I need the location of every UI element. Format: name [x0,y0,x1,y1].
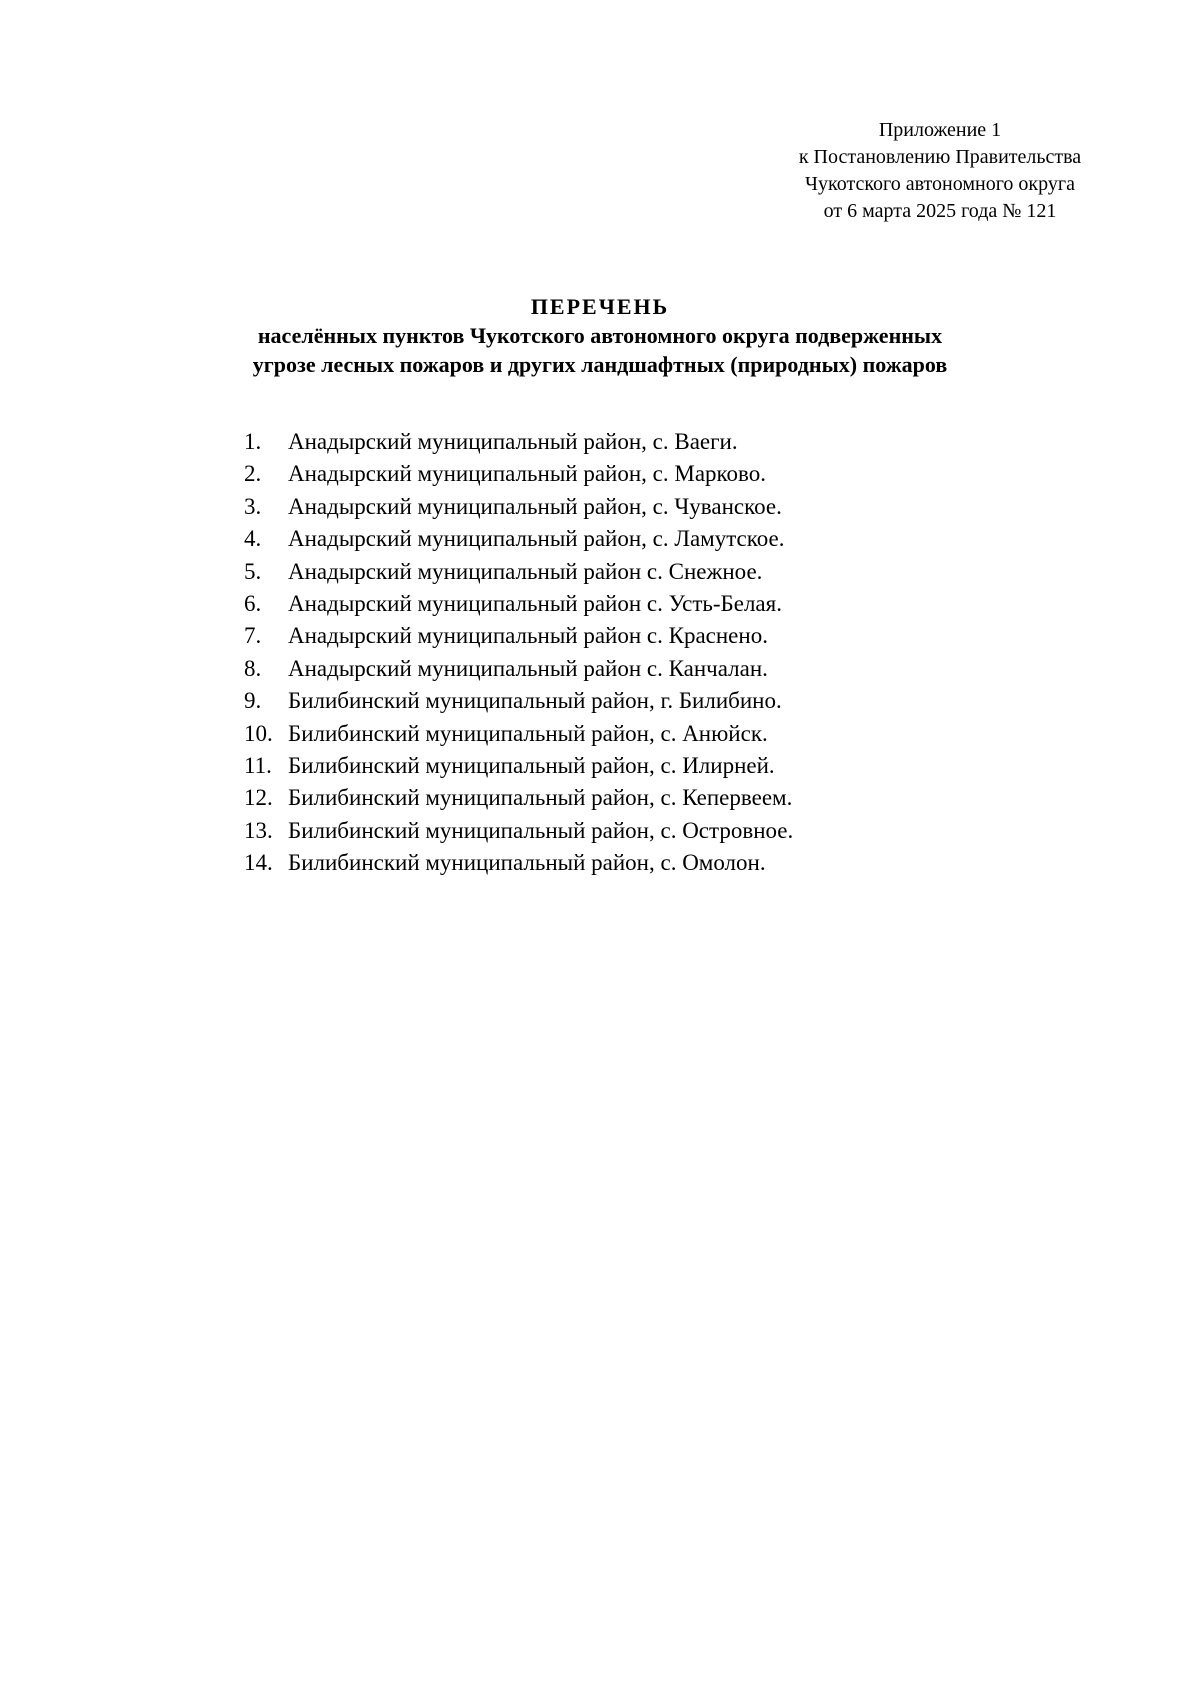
list-item-number: 5. [244,558,262,584]
appendix-resolution-ref: к Постановлению Правительства [798,146,1082,168]
settlements-list [244,426,793,880]
list-item-text: Анадырский муниципальный район с. Канчалан. [288,655,768,681]
list-item-number: 12. [244,785,273,811]
list-item-text: Билибинский муниципальный район, с. Омолон. [288,850,766,876]
list-item-number: 1. [244,429,262,454]
list-item [244,782,793,814]
list-item-text: Анадырский муниципальный район, с. Ваеги. [288,429,738,454]
list-item [244,523,793,555]
list-item-number: 11. [244,753,272,779]
list-item [244,815,793,847]
document-title [0,292,1200,379]
list-item-text: Билибинский муниципальный район, с. Кепервеем. [288,785,793,811]
list-item [244,620,793,652]
list-item-number: 13. [244,817,273,843]
list-item-number: 6. [244,591,262,617]
list-item [244,458,793,490]
list-item-number: 9. [244,688,262,714]
list-item [244,685,793,717]
list-item-text: Билибинский муниципальный район, с. Анюйск. [288,720,768,746]
list-item-text: Анадырский муниципальный район с. Снежное. [288,558,763,584]
appendix-header [740,117,1140,225]
list-item [244,750,793,782]
appendix-number: Приложение 1 [878,119,1002,141]
list-item-text: Билибинский муниципальный район, с. Островное. [288,817,794,843]
list-item-number: 10. [244,720,273,746]
title-main: ПЕРЕЧЕНЬ [530,294,670,319]
list-item [244,847,793,879]
list-item-number: 8. [244,655,262,681]
list-item [244,718,793,750]
list-item-text: Анадырский муниципальный район с. Усть-Белая. [288,591,782,617]
list-item-number: 14. [244,850,273,876]
list-item-text: Билибинский муниципальный район, с. Илирней. [288,753,775,779]
list-item [244,426,793,458]
list-item-number: 7. [244,623,262,649]
list-item [244,491,793,523]
list-item-text: Анадырский муниципальный район, с. Чуванское. [288,493,782,519]
list-item-text: Анадырский муниципальный район с. Краснено. [288,623,768,649]
list-item [244,588,793,620]
list-item-text: Билибинский муниципальный район, г. Билибино. [288,688,782,714]
list-item-number: 4. [244,526,262,552]
list-item-text: Анадырский муниципальный район, с. Марково. [288,461,766,487]
appendix-region: Чукотского автономного округа [805,173,1075,195]
list-item-number: 3. [244,493,262,519]
appendix-date: от 6 марта 2025 года № 121 [823,200,1057,222]
title-subtitle-line2: угрозе лесных пожаров и других ландшафтных (природных) пожаров [252,352,948,377]
list-item [244,653,793,685]
list-item-number: 2. [244,461,262,487]
list-item-text: Анадырский муниципальный район, с. Ламутское. [288,526,785,552]
title-subtitle-line1: населённых пунктов Чукотского автономного округа подверженных [257,323,943,348]
list-item [244,556,793,588]
